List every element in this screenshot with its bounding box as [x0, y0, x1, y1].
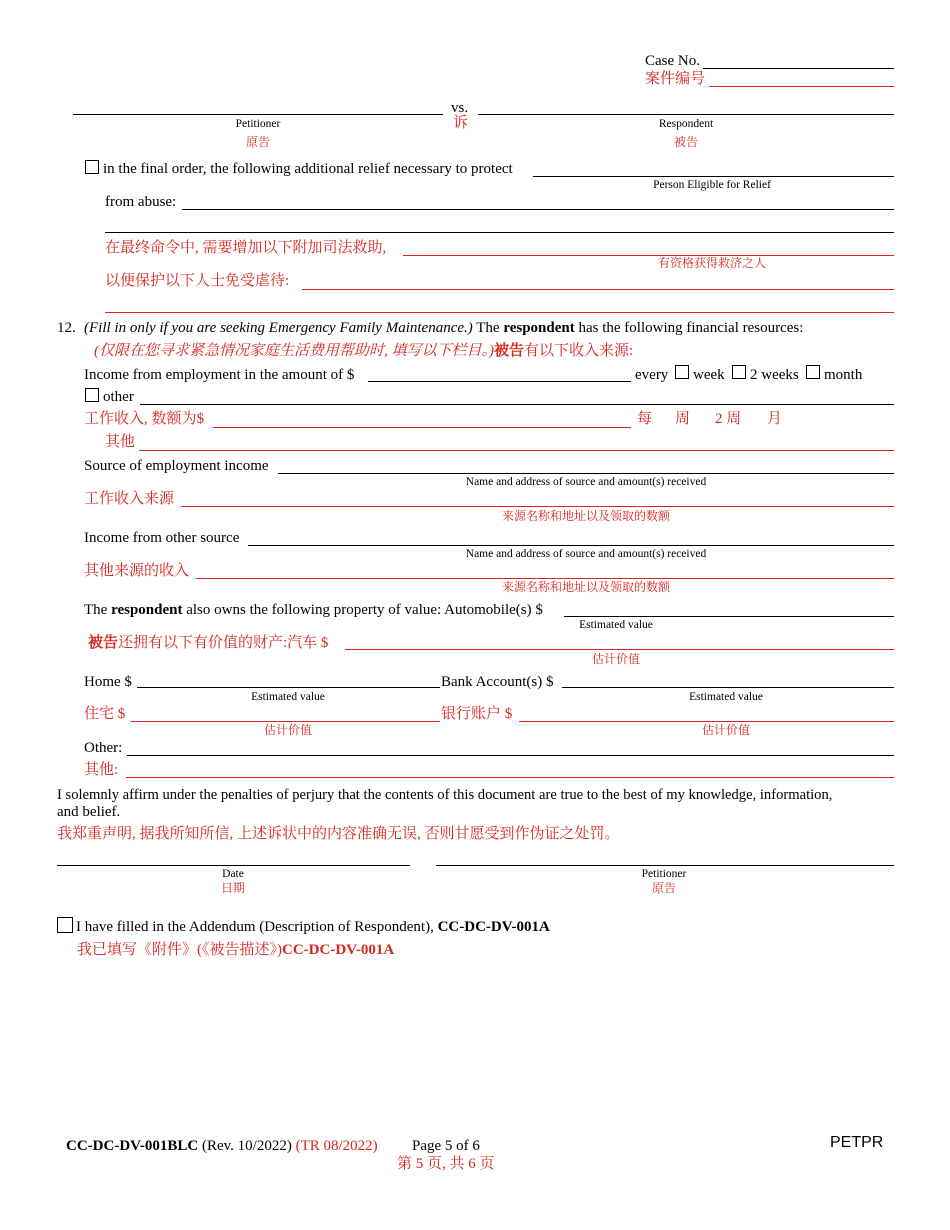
bank-value-input[interactable] — [562, 687, 894, 688]
source-employment-input[interactable] — [278, 473, 894, 474]
two-weeks-checkbox[interactable] — [732, 365, 746, 379]
other-property-input[interactable] — [127, 755, 894, 756]
source-employment-line-zh — [181, 506, 894, 507]
other-frequency-label: other — [103, 389, 134, 405]
every-label-zh: 每 — [637, 411, 653, 427]
addendum-text: I have filled in the Addendum (Description of Respondent), CC-DC-DV-001A — [76, 919, 550, 935]
month-checkbox[interactable] — [806, 365, 820, 379]
source-employment-label-zh: 工作收入来源 — [84, 491, 175, 507]
source-employment-label: Source of employment income — [84, 458, 269, 474]
respondent-caption: Respondent — [658, 118, 714, 130]
bank-caption: Estimated value — [689, 691, 763, 703]
person-eligible-input[interactable] — [533, 176, 894, 177]
affirm-text-zh: 我郑重声明, 据我所知所信, 上述诉状中的内容准确无误, 否则甘愿受到作伪证之处罚。 — [57, 826, 620, 842]
property-label: The respondent also owns the following property of value: Automobile(s) $ — [84, 602, 543, 618]
case-no-line-zh — [709, 86, 894, 87]
case-no-label: Case No. — [645, 53, 700, 69]
every-label: every — [635, 367, 669, 383]
additional-relief-text: in the final order, the following additional relief necessary to protect — [103, 161, 513, 177]
income-other-caption-zh: 来源名称和地址以及领取的数额 — [501, 580, 670, 594]
income-other-label: Income from other source — [84, 530, 240, 546]
from-abuse-label: from abuse: — [105, 194, 177, 210]
petitioner-name-input[interactable] — [73, 114, 443, 115]
petitioner-signature-input[interactable] — [436, 865, 894, 866]
additional-relief-text-zh: 在最终命令中, 需要增加以下附加司法救助, — [105, 240, 387, 256]
person-eligible-caption: Person Eligible for Relief — [653, 179, 771, 191]
home-label: Home $ — [84, 674, 132, 690]
other-label-zh: 其他 — [105, 434, 136, 450]
automobile-line-zh — [345, 649, 894, 650]
bank-label-zh: 银行账户 $ — [441, 706, 513, 722]
person-eligible-caption-zh: 有资格获得救济之人 — [657, 256, 766, 270]
from-abuse-input-2[interactable] — [105, 232, 894, 233]
month-label: month — [824, 367, 863, 383]
other-frequency-checkbox[interactable] — [85, 388, 99, 402]
from-abuse-input[interactable] — [182, 209, 894, 210]
from-abuse-label-zh: 以便保护以下人士免受虐待: — [105, 273, 290, 289]
item-12-number: 12. — [57, 320, 76, 336]
home-caption-zh: 估计价值 — [263, 723, 312, 737]
signature-caption: Petitioner — [641, 868, 687, 880]
addendum-checkbox[interactable] — [57, 917, 73, 933]
income-employment-label-zh: 工作收入, 数额为$ — [84, 411, 205, 427]
from-abuse-line-zh — [302, 289, 894, 290]
income-amount-line-zh — [213, 427, 631, 428]
automobile-caption: Estimated value — [579, 619, 653, 631]
income-other-input[interactable] — [248, 545, 894, 546]
source-employment-caption: Name and address of source and amount(s) received — [465, 476, 707, 488]
home-caption: Estimated value — [251, 691, 325, 703]
bank-label: Bank Account(s) $ — [441, 674, 554, 690]
month-label-zh: 月 — [767, 411, 783, 427]
form-code: CC-DC-DV-001BLC (Rev. 10/2022) (TR 08/2022) — [66, 1138, 378, 1154]
page-number-zh: 第 5 页, 共 6 页 — [397, 1156, 495, 1172]
automobile-value-input[interactable] — [564, 616, 894, 617]
automobile-caption-zh: 估计价值 — [591, 652, 640, 666]
item-12-intro-zh: (仅限在您寻求紧急情况家庭生活费用帮助时, 填写以下栏目。)被告有以下收入来源: — [94, 343, 634, 359]
other-line-zh — [139, 450, 894, 451]
income-other-line-zh — [196, 578, 894, 579]
case-no-input[interactable] — [703, 68, 894, 69]
home-value-input[interactable] — [137, 687, 440, 688]
week-label: week — [693, 367, 725, 383]
date-input[interactable] — [57, 865, 410, 866]
item-12-intro: (Fill in only if you are seeking Emergency Family Maintenance.) The respondent has the following financial resources: — [84, 320, 804, 336]
affirm-line-2: and belief. — [57, 804, 121, 820]
respondent-name-input[interactable] — [478, 114, 894, 115]
home-line-zh — [131, 721, 440, 722]
vs-label: vs. — [451, 100, 469, 116]
bank-line-zh — [519, 721, 894, 722]
income-employment-amount-input[interactable] — [368, 381, 631, 382]
case-no-label-zh: 案件编号 — [645, 71, 706, 87]
page-number: Page 5 of 6 — [412, 1138, 480, 1154]
additional-relief-checkbox[interactable] — [85, 160, 99, 174]
two-weeks-label: 2 weeks — [750, 367, 799, 383]
week-checkbox[interactable] — [675, 365, 689, 379]
income-other-label-zh: 其他来源的收入 — [84, 563, 190, 579]
petitioner-caption: Petitioner — [235, 118, 281, 130]
date-caption-zh: 日期 — [220, 881, 245, 895]
addendum-text-zh: 我已填写《附件》(《被告描述》)CC-DC-DV-001A — [77, 942, 395, 958]
week-label-zh: 周 — [675, 411, 691, 427]
source-employment-caption-zh: 来源名称和地址以及领取的数额 — [501, 509, 670, 523]
vs-label-zh: 诉 — [453, 115, 469, 131]
income-employment-label: Income from employment in the amount of $ — [84, 367, 355, 383]
affirm-line-1: I solemnly affirm under the penalties of perjury that the contents of this document are true to the best of my knowledge, information, — [57, 787, 833, 803]
two-weeks-label-zh: 2 周 — [715, 411, 742, 427]
signature-caption-zh: 原告 — [651, 881, 676, 895]
other-property-line-zh — [126, 777, 894, 778]
other-frequency-input[interactable] — [140, 404, 894, 405]
from-abuse-line-zh-2 — [105, 312, 894, 313]
respondent-caption-zh: 被告 — [673, 135, 698, 149]
other-property-label-zh: 其他: — [84, 762, 119, 778]
petpr-code: PETPR — [830, 1134, 884, 1151]
income-other-caption: Name and address of source and amount(s) received — [465, 548, 707, 560]
petitioner-caption-zh: 原告 — [245, 135, 270, 149]
other-property-label: Other: — [84, 740, 123, 756]
home-label-zh: 住宅 $ — [84, 706, 126, 722]
bank-caption-zh: 估计价值 — [701, 723, 750, 737]
date-caption: Date — [222, 868, 244, 880]
property-label-zh: 被告还拥有以下有价值的财产:汽车 $ — [88, 635, 329, 651]
